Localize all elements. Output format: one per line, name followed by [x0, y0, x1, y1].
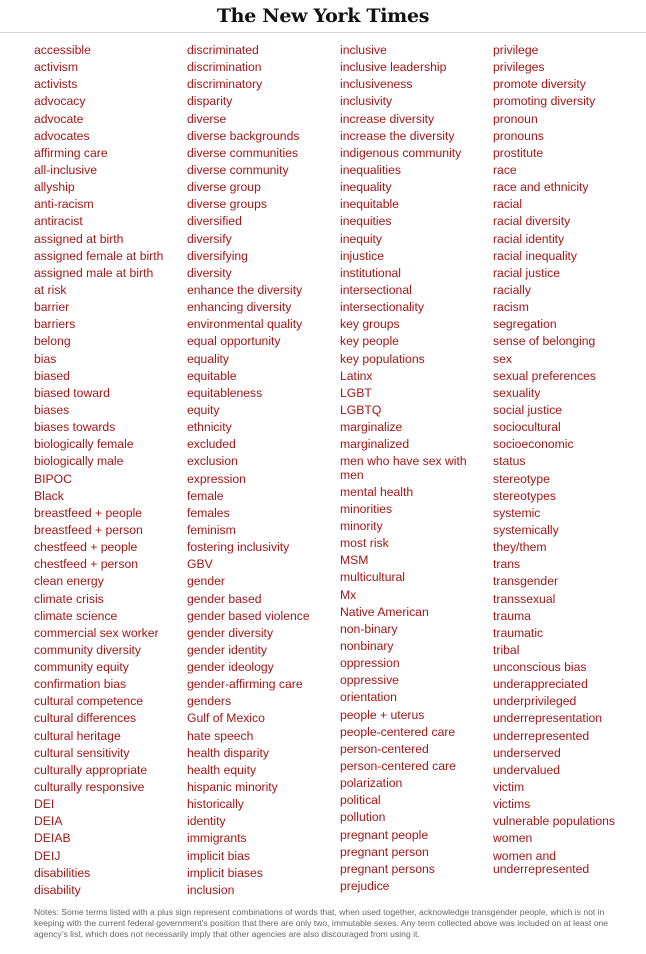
term-item: status — [493, 454, 526, 469]
term-item: feminism — [187, 522, 236, 537]
term-item: culturally responsive — [34, 780, 145, 795]
term-item: advocates — [34, 128, 90, 143]
term-item: privilege — [493, 43, 539, 57]
term-item: inequality — [340, 180, 392, 195]
term-item: trans — [493, 557, 521, 572]
term-item: they/them — [493, 540, 547, 555]
term-item: breastfeed + people — [34, 505, 143, 520]
term-item: immigrants — [187, 831, 247, 846]
term-item: minority — [340, 519, 383, 533]
term-item: racially — [493, 282, 531, 297]
term-item: biologically male — [34, 454, 124, 469]
term-item: key people — [340, 334, 399, 349]
term-item: at risk — [34, 282, 67, 297]
term-item: pregnant persons — [340, 861, 435, 876]
term-item: inclusive — [340, 43, 387, 57]
term-column-1 — [34, 44, 187, 901]
notes-text: Notes: Some terms listed with a plus sign represent combinations of words that, when used together, acknowledge transgender people, which is not in keeping with the current federal government’s position that there are only two, immutable sexes. Any term collected above was included on at least one agency’s list, which does not necessarily imply that other agencies are also discouraged from using it. — [34, 907, 609, 940]
term-item: affirming care — [34, 145, 108, 160]
term-item: intersectionality — [340, 300, 424, 315]
term-column-3 — [340, 44, 493, 901]
term-item: key populations — [340, 351, 425, 366]
term-item: disabilities — [34, 865, 91, 880]
term-item: inclusiveness — [340, 77, 413, 92]
term-item: implicit biases — [187, 865, 263, 880]
term-item: victims — [493, 797, 531, 812]
term-item: inequities — [340, 214, 392, 229]
term-item: LGBTQ — [340, 402, 382, 417]
term-item: clean energy — [34, 574, 104, 589]
term-item: men who have sex with men — [340, 454, 467, 482]
term-item: bias — [34, 351, 57, 366]
term-item: ethnicity — [187, 420, 232, 435]
term-item: MSM — [340, 553, 369, 568]
term-item: inequalities — [340, 162, 401, 177]
term-item: community equity — [34, 660, 129, 675]
term-item: Gulf of Mexico — [187, 711, 265, 726]
term-item: gender based — [187, 591, 262, 606]
term-item: tribal — [493, 642, 520, 657]
term-item: nonbinary — [340, 638, 394, 653]
term-item: minorities — [340, 501, 393, 516]
term-item: gender-affirming care — [187, 677, 303, 692]
term-item: stereotypes — [493, 488, 557, 503]
term-item: equitableness — [187, 385, 263, 400]
term-item: mental health — [340, 484, 414, 499]
term-item: social justice — [493, 402, 563, 417]
term-item: key groups — [340, 317, 400, 332]
term-item: pollution — [340, 810, 386, 825]
term-item: enhance the diversity — [187, 282, 303, 297]
term-item: polarization — [340, 776, 403, 791]
term-item: institutional — [340, 265, 401, 280]
term-item: inequity — [340, 231, 383, 246]
term-column-4 — [493, 44, 633, 901]
term-item: anti-racism — [34, 197, 94, 212]
masthead — [0, 0, 646, 33]
term-item: gender ideology — [187, 660, 274, 675]
term-item: multicultural — [340, 570, 406, 585]
term-item: implicit bias — [187, 848, 250, 863]
term-item: cultural differences — [34, 711, 137, 726]
term-item: climate crisis — [34, 591, 104, 606]
term-item: stereotype — [493, 471, 550, 486]
term-item: marginalize — [340, 420, 403, 435]
term-item: equal opportunity — [187, 334, 281, 349]
term-item: racial — [493, 197, 523, 212]
term-item: belong — [34, 334, 71, 349]
term-item: breastfeed + person — [34, 522, 143, 537]
term-item: underprivileged — [493, 694, 577, 709]
term-item: pronouns — [493, 128, 544, 143]
term-item: inclusive leadership — [340, 60, 447, 75]
term-item: all-inclusive — [34, 162, 97, 177]
term-item: female — [187, 488, 224, 503]
term-item: equitable — [187, 368, 237, 383]
term-item: barriers — [34, 317, 76, 332]
term-item: culturally appropriate — [34, 762, 148, 777]
term-item: assigned at birth — [34, 231, 124, 246]
term-item: accessible — [34, 43, 91, 57]
term-item: non-binary — [340, 621, 398, 636]
term-item: victim — [493, 780, 525, 795]
term-item: cultural competence — [34, 694, 144, 709]
term-item: cultural sensitivity — [34, 745, 130, 760]
term-item: systemic — [493, 505, 541, 520]
term-item: BIPOC — [34, 471, 72, 486]
term-item: underappreciated — [493, 677, 588, 692]
term-item: gender based violence — [187, 608, 310, 623]
term-item: unconscious bias — [493, 660, 587, 675]
term-item: racial diversity — [493, 214, 571, 229]
term-item: diversity — [187, 265, 232, 280]
term-item: community diversity — [34, 642, 142, 657]
term-item: sociocultural — [493, 420, 561, 435]
term-item: prostitute — [493, 145, 544, 160]
term-item: person-centered care — [340, 758, 456, 773]
nyt-logo[interactable]: The New York Times — [216, 5, 430, 27]
term-item: political — [340, 793, 381, 808]
term-item: biased — [34, 368, 70, 383]
term-item: diversify — [187, 231, 232, 246]
term-item: promote diversity — [493, 77, 586, 92]
term-item: chestfeed + people — [34, 540, 138, 555]
term-item: barrier — [34, 300, 70, 315]
term-item: racial inequality — [493, 248, 578, 263]
term-item: hate speech — [187, 728, 254, 743]
term-item: antiracist — [34, 214, 83, 229]
term-item: trauma — [493, 608, 531, 623]
term-item: racial justice — [493, 265, 561, 280]
term-item: intersectional — [340, 282, 412, 297]
term-item: people-centered care — [340, 724, 456, 739]
term-item: race — [493, 162, 517, 177]
term-item: DEIAB — [34, 831, 71, 846]
term-item: Mx — [340, 587, 357, 602]
term-item: systemically — [493, 522, 559, 537]
term-item: assigned female at birth — [34, 248, 164, 263]
term-item: racial identity — [493, 231, 565, 246]
term-item: people + uterus — [340, 707, 425, 722]
term-item: most risk — [340, 536, 389, 551]
term-item: biases towards — [34, 420, 116, 435]
term-item: Latinx — [340, 368, 373, 383]
term-item: undervalued — [493, 762, 561, 777]
term-item: discriminatory — [187, 77, 263, 92]
term-item: diverse groups — [187, 197, 267, 212]
term-item: DEI — [34, 797, 55, 812]
term-item: diverse community — [187, 162, 289, 177]
term-item: race and ethnicity — [493, 180, 589, 195]
term-item: diversifying — [187, 248, 248, 263]
term-item: fostering inclusivity — [187, 540, 290, 555]
term-item: transgender — [493, 574, 559, 589]
term-item: LGBT — [340, 385, 372, 400]
term-item: biases — [34, 402, 70, 417]
term-item: gender — [187, 574, 225, 589]
term-item: underrepresentation — [493, 711, 603, 726]
term-item: sex — [493, 351, 512, 366]
term-item: inclusivity — [340, 94, 393, 109]
term-item: racism — [493, 300, 529, 315]
term-item: Native American — [340, 604, 429, 619]
term-item: injustice — [340, 248, 385, 263]
term-item: hispanic minority — [187, 780, 278, 795]
term-item: segregation — [493, 317, 557, 332]
term-item: discrimination — [187, 60, 262, 75]
term-item: women and underrepresented — [493, 848, 590, 876]
term-item: Black — [34, 488, 64, 503]
term-item: identity — [187, 814, 226, 829]
term-item: equity — [187, 402, 220, 417]
term-item: indigenous community — [340, 145, 462, 160]
term-item: diversified — [187, 214, 242, 229]
term-item: commercial sex worker — [34, 625, 159, 640]
term-item: expression — [187, 471, 246, 486]
term-item: advocacy — [34, 94, 86, 109]
term-item: disability — [34, 882, 81, 897]
term-item: underrepresented — [493, 728, 590, 743]
term-item: vulnerable populations — [493, 814, 615, 829]
term-column-2 — [187, 44, 340, 901]
term-item: activists — [34, 77, 78, 92]
term-item: gender diversity — [187, 625, 274, 640]
term-item: underserved — [493, 745, 561, 760]
term-item: confirmation bias — [34, 677, 127, 692]
term-item: assigned male at birth — [34, 265, 154, 280]
term-item: pronoun — [493, 111, 538, 126]
term-item: person-centered — [340, 741, 429, 756]
term-item: sexuality — [493, 385, 541, 400]
term-item: socioeconomic — [493, 437, 574, 452]
term-item: historically — [187, 797, 244, 812]
term-item: health equity — [187, 762, 257, 777]
term-columns — [34, 44, 636, 901]
term-item: biologically female — [34, 437, 134, 452]
term-item: DEIJ — [34, 848, 61, 863]
term-item: increase diversity — [340, 111, 435, 126]
term-item: environmental quality — [187, 317, 303, 332]
term-item: sexual preferences — [493, 368, 596, 383]
term-item: promoting diversity — [493, 94, 596, 109]
term-item: orientation — [340, 690, 397, 705]
term-item: DEIA — [34, 814, 63, 829]
term-item: traumatic — [493, 625, 544, 640]
term-item: diverse — [187, 111, 227, 126]
term-item: diverse communities — [187, 145, 299, 160]
term-item: diverse backgrounds — [187, 128, 300, 143]
term-item: discriminated — [187, 43, 259, 57]
term-item: sense of belonging — [493, 334, 596, 349]
term-item: gender identity — [187, 642, 267, 657]
term-item: chestfeed + person — [34, 557, 139, 572]
term-item: marginalized — [340, 437, 410, 452]
term-item: pregnant people — [340, 827, 429, 842]
term-item: advocate — [34, 111, 84, 126]
term-item: privileges — [493, 60, 545, 75]
term-item: genders — [187, 694, 232, 709]
term-item: biased toward — [34, 385, 110, 400]
term-item: oppression — [340, 656, 400, 671]
term-item: prejudice — [340, 878, 390, 893]
term-item: enhancing diversity — [187, 300, 292, 315]
term-item: inequitable — [340, 197, 399, 212]
term-item: allyship — [34, 180, 75, 195]
term-item: cultural heritage — [34, 728, 121, 743]
term-item: activism — [34, 60, 79, 75]
term-item: diverse group — [187, 180, 261, 195]
term-item: exclusion — [187, 454, 238, 469]
term-item: increase the diversity — [340, 128, 455, 143]
term-item: climate science — [34, 608, 118, 623]
term-item: health disparity — [187, 745, 269, 760]
term-item: GBV — [187, 557, 213, 572]
term-item: oppressive — [340, 673, 399, 688]
term-item: inclusion — [187, 882, 235, 897]
term-item: pregnant person — [340, 844, 429, 859]
term-item: females — [187, 505, 230, 520]
term-item: excluded — [187, 437, 236, 452]
term-item: disparity — [187, 94, 233, 109]
term-item: women — [493, 831, 533, 846]
term-item: equality — [187, 351, 230, 366]
term-item: transsexual — [493, 591, 556, 606]
